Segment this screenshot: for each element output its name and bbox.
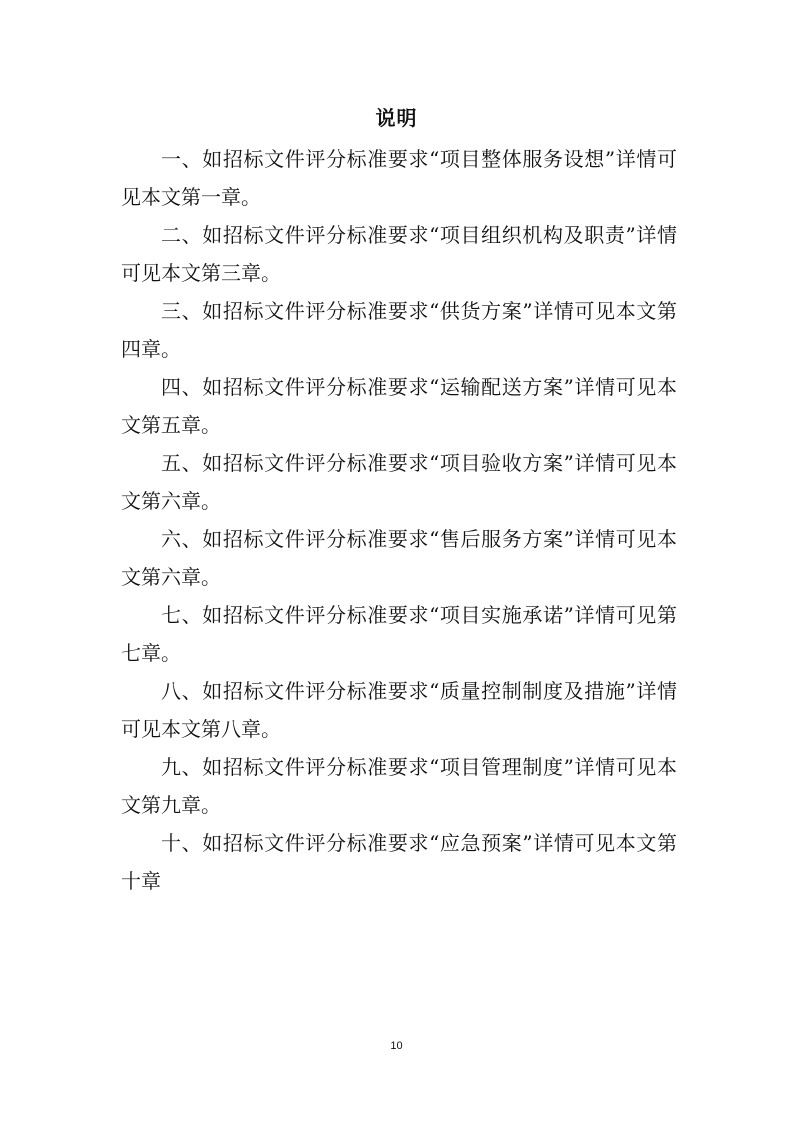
statement-item-9: 九、如招标文件评分标准要求“项目管理制度”详情可见本文第九章。 (121, 755, 677, 817)
page-title: 说明 (375, 106, 418, 130)
statement-list (121, 140, 677, 900)
statement-item-6: 六、如招标文件评分标准要求“售后服务方案”详情可见本文第六章。 (121, 527, 677, 589)
statement-item-7: 七、如招标文件评分标准要求“项目实施承诺”详情可见第七章。 (121, 603, 677, 665)
statement-item-1: 一、如招标文件评分标准要求“项目整体服务设想”详情可见本文第一章。 (121, 147, 677, 209)
statement-item-10: 十、如招标文件评分标准要求“应急预案”详情可见本文第十章 (121, 831, 677, 893)
page-number: 10 (390, 1040, 403, 1052)
statement-item-8: 八、如招标文件评分标准要求“质量控制制度及措施”详情可见本文第八章。 (121, 679, 677, 741)
statement-item-5: 五、如招标文件评分标准要求“项目验收方案”详情可见本文第六章。 (121, 451, 677, 513)
statement-item-4: 四、如招标文件评分标准要求“运输配送方案”详情可见本文第五章。 (121, 375, 677, 437)
statement-item-2: 二、如招标文件评分标准要求“项目组织机构及职责”详情可见本文第三章。 (121, 223, 677, 285)
statement-item-3: 三、如招标文件评分标准要求“供货方案”详情可见本文第四章。 (121, 299, 677, 361)
